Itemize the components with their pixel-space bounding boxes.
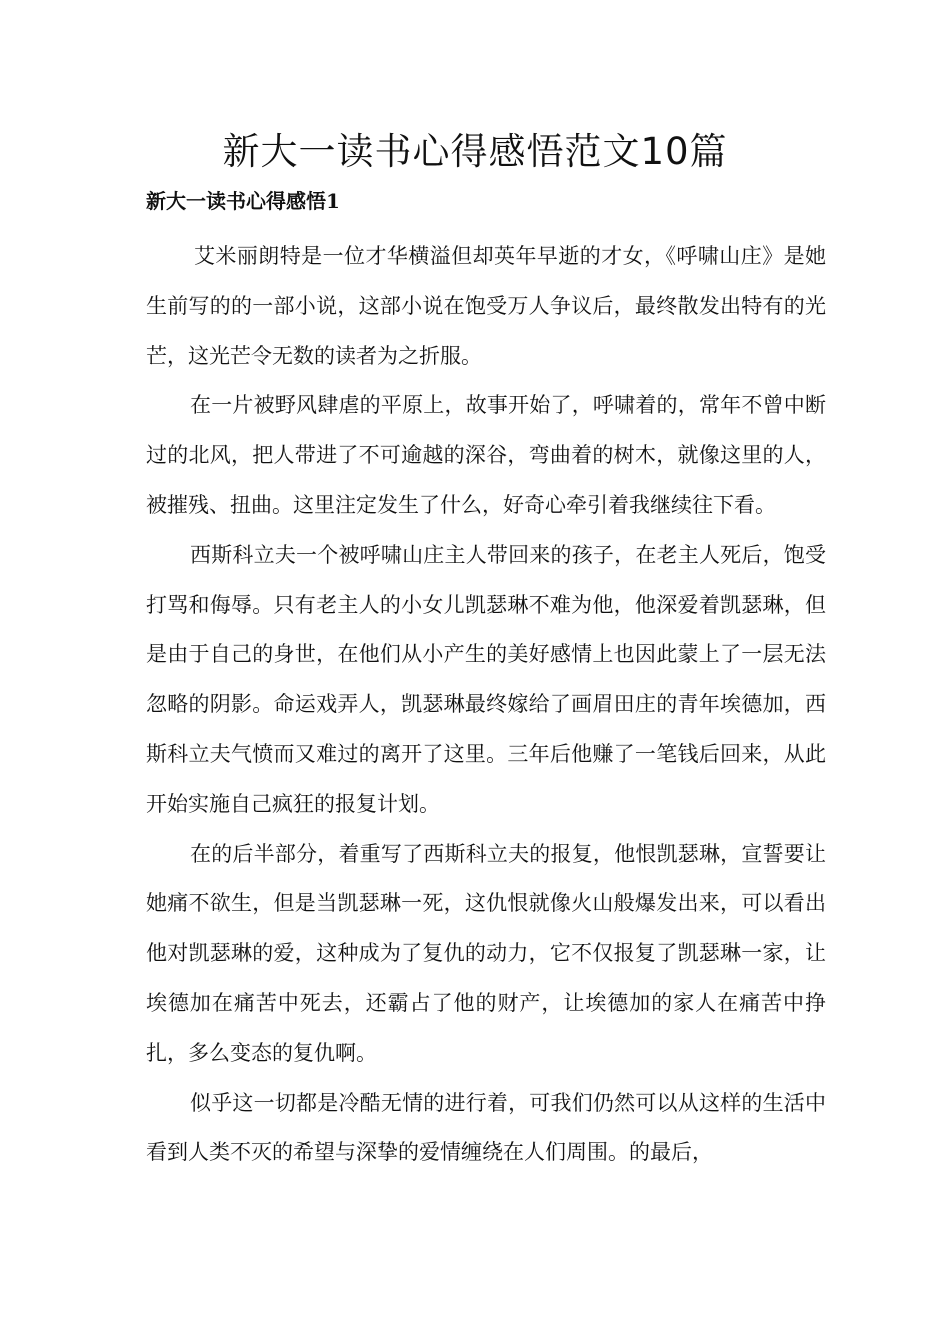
paragraph-1: 艾米丽朗特是一位才华横溢但却英年早逝的才女，《呼啸山庄》是她生前写的的一部小说，这部小说在饱受万人争议后，最终散发出特有的光芒，这光芒令无数的读者为之折服。 — [146, 244, 826, 368]
paragraph-3: 西斯科立夫一个被呼啸山庄主人带回来的孩子，在老主人死后，饱受打骂和侮辱。只有老主人的小女儿凯瑟琳不难为他，他深爱着凯瑟琳，但是由于自己的身世，在他们从小产生的美好感情上也因此蒙上了一层无法忽略的阴影。命运戏弄人，凯瑟琳最终嫁给了画眉田庄的青年埃德加，西斯科立夫气愤而又难过的离开了这里。三年后他赚了一笔钱后回来，从此开始实施自己疯狂的报复计划。 — [146, 542, 826, 816]
section-heading: 新大一读书心得感悟1 — [146, 189, 340, 213]
document-title: 新大一读书心得感悟范文10篇 — [222, 130, 728, 173]
paragraph-5: 似乎这一切都是冷酷无情的进行着，可我们仍然可以从这样的生活中看到人类不灭的希望与深挚的爱情缠绕在人们周围。的最后， — [146, 1090, 826, 1165]
paragraph-4: 在的后半部分，着重写了西斯科立夫的报复，他恨凯瑟琳，宣誓要让她痛不欲生，但是当凯瑟琳一死，这仇恨就像火山般爆发出来，可以看出他对凯瑟琳的爱，这种成为了复仇的动力，它不仅报复了凯瑟琳一家，让埃德加在痛苦中死去，还霸占了他的财产，让埃德加的家人在痛苦中挣扎，多么变态的复仇啊。 — [146, 841, 826, 1065]
document-body — [146, 232, 826, 1178]
paragraph-2: 在一片被野风肆虐的平原上，故事开始了，呼啸着的，常年不曾中断过的北风，把人带进了不可逾越的深谷，弯曲着的树木，就像这里的人，被摧残、扭曲。这里注定发生了什么，好奇心牵引着我继续往下看。 — [146, 393, 826, 517]
